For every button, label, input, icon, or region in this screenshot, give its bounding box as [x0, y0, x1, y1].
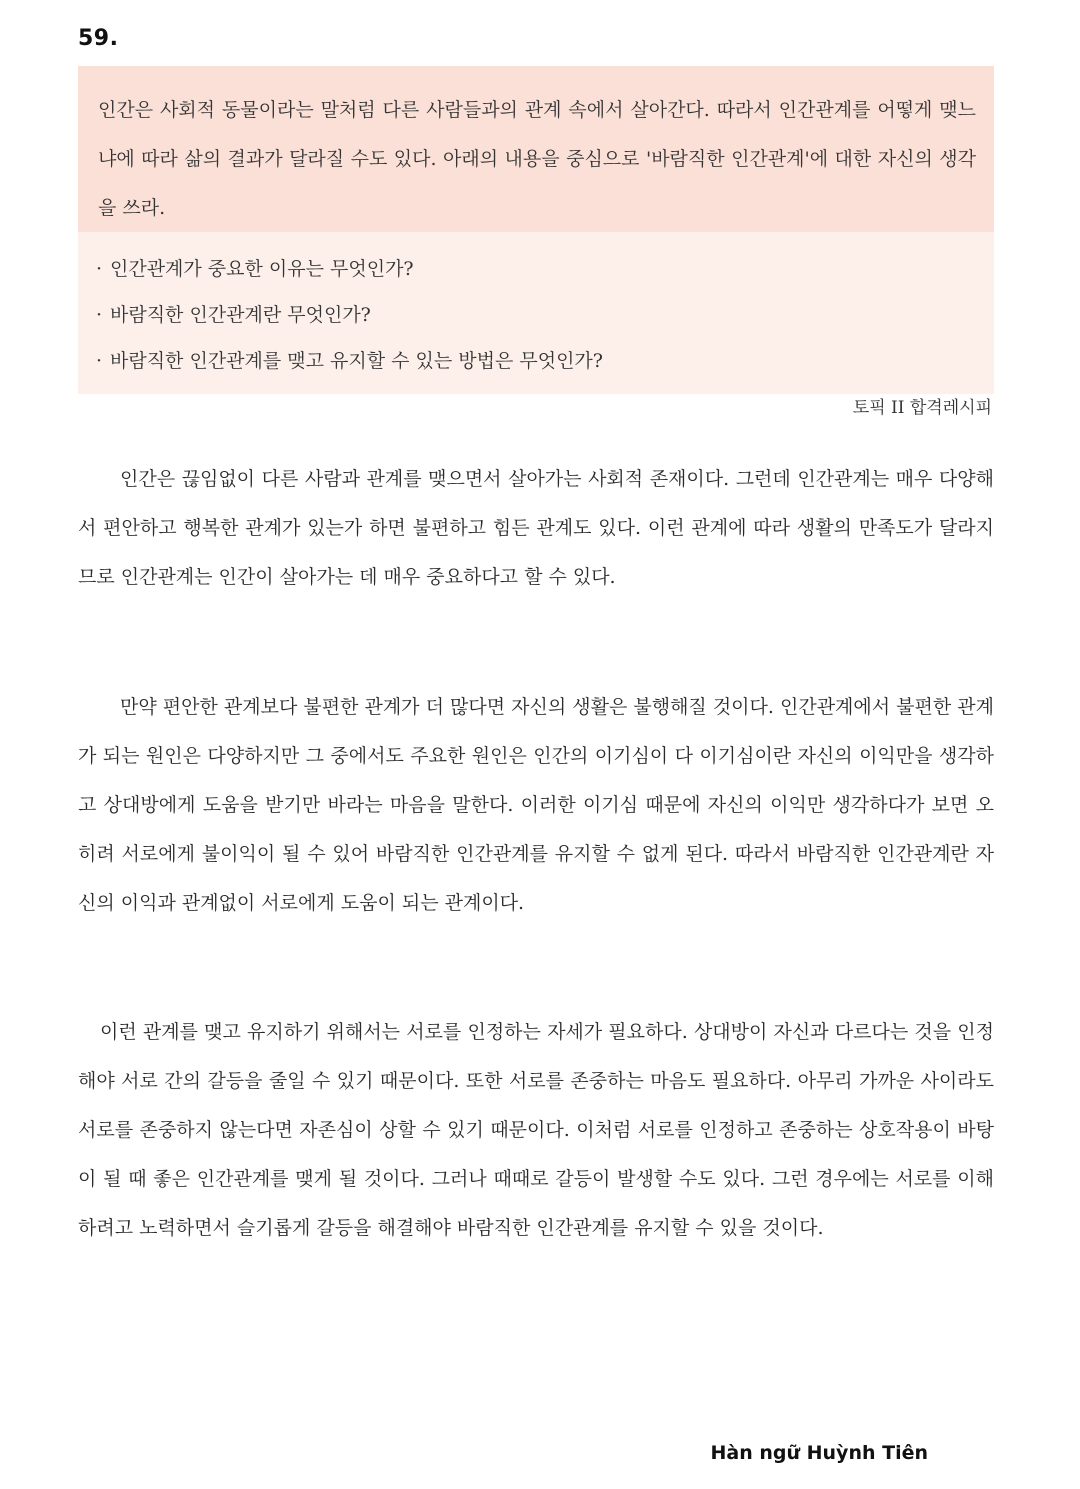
essay-paragraph-3 [78, 1008, 994, 1253]
essay-paragraph-1 [78, 455, 994, 602]
guiding-point [96, 338, 974, 384]
essay-paragraph-text: 이런 관계를 맺고 유지하기 위해서는 서로를 인정하는 자세가 필요하다. 상대방이 자신과 다르다는 것을 인정해야 서로 간의 갈등을 줄일 수 있기 때문이다. 또한 서로를 존중하는 마음도 필요하다. 아무리 가까운 사이라도 서로를 존중하지 않는다면 자존심이 상할 수 있기 때문이다. 이처럼 서로를 인정하고 존중하는 상호작용이 바탕이 될 때 좋은 인간관계를 맺게 될 것이다. 그러나 때때로 갈등이 발생할 수도 있다. 그런 경우에는 서로를 이해하려고 노력하면서 슬기롭게 갈등을 해결해야 바람직한 인간관계를 유지할 수 있을 것이다. [78, 1021, 994, 1239]
bullet: · [96, 304, 103, 326]
source-credit: 토픽 II 합격레시피 [852, 398, 992, 418]
guiding-point [96, 246, 974, 292]
guiding-point [96, 292, 974, 338]
guiding-points-box [78, 232, 994, 394]
essay-paragraph-2 [78, 683, 994, 928]
guiding-point-text: 인간관계가 중요한 이유는 무엇인가? [110, 258, 414, 280]
prompt-box [78, 66, 994, 232]
page-number: 59. [78, 26, 119, 51]
guiding-point-text: 바람직한 인간관계란 무엇인가? [110, 304, 371, 326]
bullet: · [96, 350, 103, 372]
prompt-text: 인간은 사회적 동물이라는 말처럼 다른 사람들과의 관계 속에서 살아간다. 따라서 인간관계를 어떻게 맺느냐에 따라 삶의 결과가 달라질 수도 있다. 아래의 내용을 중심으로 '바람직한 인간관계'에 대한 자신의 생각을 쓰라. [98, 99, 976, 219]
guiding-point-text: 바람직한 인간관계를 맺고 유지할 수 있는 방법은 무엇인가? [110, 350, 603, 372]
bullet: · [96, 258, 103, 280]
essay-paragraph-text: 인간은 끊임없이 다른 사람과 관계를 맺으면서 살아가는 사회적 존재이다. 그런데 인간관계는 매우 다양해서 편안하고 행복한 관계가 있는가 하면 불편하고 힘든 관계도 있다. 이런 관계에 따라 생활의 만족도가 달라지므로 인간관계는 인간이 살아가는 데 매우 중요하다고 할 수 있다. [78, 468, 994, 588]
footer-author: Hàn ngữ Huỳnh Tiên [710, 1442, 928, 1464]
essay-paragraph-text: 만약 편안한 관계보다 불편한 관계가 더 많다면 자신의 생활은 불행해질 것이다. 인간관계에서 불편한 관계가 되는 원인은 다양하지만 그 중에서도 주요한 원인은 인간의 이기심이 다 이기심이란 자신의 이익만을 생각하고 상대방에게 도움을 받기만 바라는 마음을 말한다. 이러한 이기심 때문에 자신의 이익만 생각하다가 보면 오히려 서로에게 불이익이 될 수 있어 바람직한 인간관계를 유지할 수 없게 된다. 따라서 바람직한 인간관계란 자신의 이익과 관계없이 서로에게 도움이 되는 관계이다. [78, 696, 994, 914]
